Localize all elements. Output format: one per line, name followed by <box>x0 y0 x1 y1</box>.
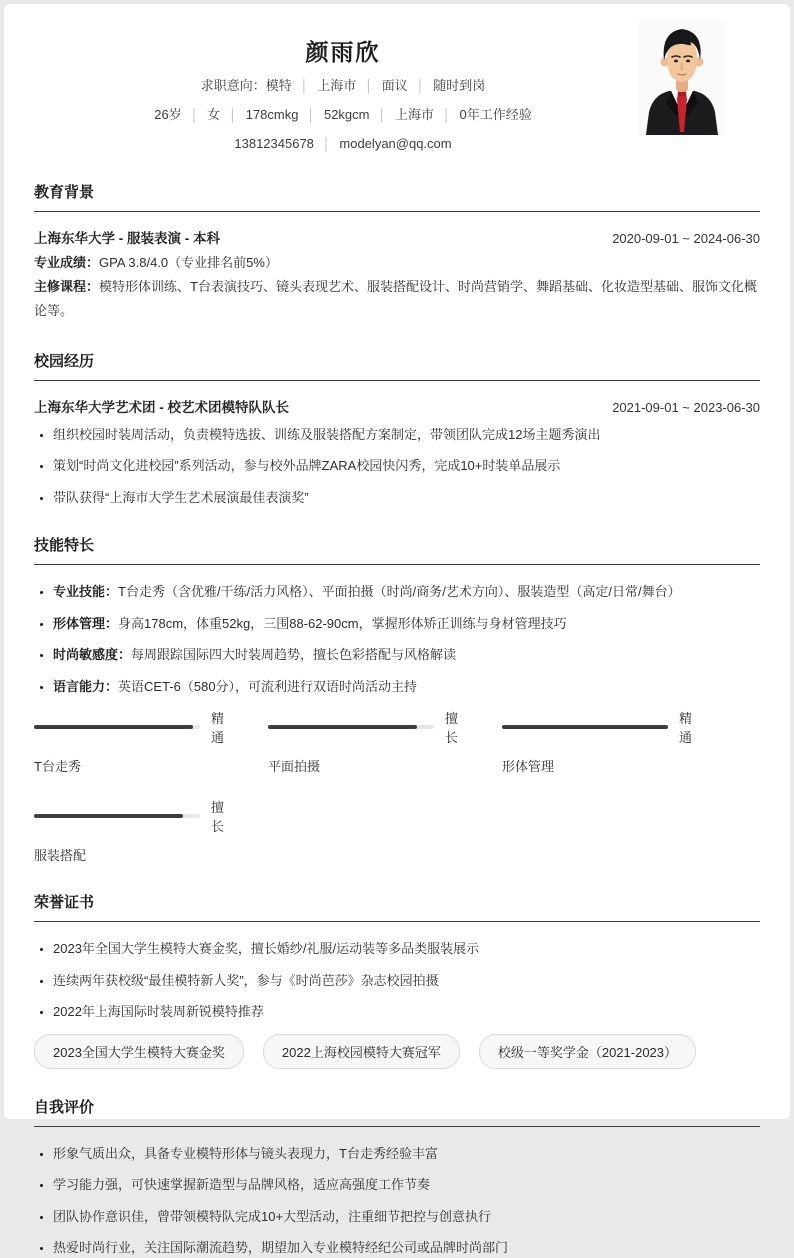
intention-line <box>34 77 652 96</box>
campus-body <box>34 381 760 508</box>
education-detail-label: 主修课程： <box>34 278 100 294</box>
honor-badges-row <box>34 1034 760 1069</box>
evaluation-bullet: • 团队协作意识佳，曾带领模特队完成10+大型活动，注重细节把控与创意执行 <box>53 1207 760 1227</box>
section-title-skills: 技能特长 <box>34 534 760 565</box>
skills-bullet-list <box>34 582 760 696</box>
separator: │ <box>365 79 373 93</box>
section-title-honors: 荣誉证书 <box>34 891 760 922</box>
basic-info-item: 0年工作经验 <box>459 106 532 122</box>
education-entry-title: 上海东华大学 - 服装表演 - 本科 <box>34 230 220 246</box>
header-text-block <box>34 20 652 154</box>
skill-bar-track <box>268 725 434 729</box>
separator: │ <box>307 107 315 122</box>
education-detail-row <box>34 251 760 275</box>
basic-info-item: 26岁 <box>154 106 182 122</box>
basic-info-line <box>34 106 652 125</box>
contact-item: 13812345678 <box>234 135 314 151</box>
section-title-education: 教育背景 <box>34 181 760 212</box>
honor-badge: 校级一等奖学金（2021-2023） <box>479 1034 696 1069</box>
intention-item: 面议 <box>381 78 408 93</box>
campus-bullet: • 策划“时尚文化进校园”系列活动，参与校外品牌ZARA校园快闪秀，完成10+时装单品展示 <box>53 456 760 476</box>
evaluation-bullet: • 学习能力强，可快速掌握新造型与品牌风格，适应高强度工作节奏 <box>53 1175 760 1195</box>
resume-page <box>4 4 790 1256</box>
skills-bullet-label: 专业技能： <box>53 584 119 600</box>
profile-photo <box>638 20 726 135</box>
separator: │ <box>378 107 386 122</box>
skills-bullet <box>53 645 760 665</box>
skill-bar-row <box>34 708 224 746</box>
honors-bullet: • 连续两年获校级“最佳模特新人奖”，参与《时尚芭莎》杂志校园拍摄 <box>53 971 760 991</box>
skill-bar-cell <box>34 797 224 864</box>
separator: │ <box>416 79 425 93</box>
skill-name-label: 平面拍摄 <box>268 759 321 775</box>
section-honors <box>34 891 760 1069</box>
separator: │ <box>322 136 331 151</box>
intention-label: 求职意向：模特 <box>200 78 292 93</box>
skills-bullet-text: T台走秀（含优雅/干练/活力风格）、平面拍摄（时尚/商务/艺术方向）、服装造型（高定/日常/舞台） <box>118 584 681 600</box>
honor-badge: 2023全国大学生模特大赛金奖 <box>34 1034 244 1069</box>
education-detail-text: GPA 3.8/4.0（专业排名前5%） <box>99 254 278 270</box>
skill-bar-track <box>34 725 200 729</box>
basic-info-item: 女 <box>207 106 221 122</box>
skill-bar-row <box>268 708 458 746</box>
campus-bullet-list <box>34 425 760 508</box>
education-entry-date: 2020-09-01 ~ 2024-06-30 <box>612 230 760 246</box>
contact-line <box>34 135 652 154</box>
skill-level-label: 擅长 <box>445 711 459 746</box>
skill-name-label: 服装搭配 <box>34 848 87 864</box>
skills-bullet-text: 身高178cm，体重52kg，三围88-62-90cm，掌握形体矫正训练与身材管理技巧 <box>118 615 567 631</box>
section-evaluation <box>34 1096 760 1258</box>
education-detail-label: 专业成绩： <box>34 254 100 270</box>
separator: │ <box>190 107 199 122</box>
skill-bar-fill <box>34 725 193 729</box>
evaluation-body <box>34 1127 760 1258</box>
section-skills <box>34 534 760 864</box>
skill-name-label: 形体管理 <box>502 759 555 775</box>
education-detail-text: 模特形体训练、T台表演技巧、镜头表现艺术、服装搭配设计、时尚营销学、舞蹈基础、化妆造型基础、服饰文化概论等。 <box>34 278 757 318</box>
skill-bars-grid <box>34 708 693 864</box>
campus-entry-head <box>34 396 760 416</box>
candidate-name: 颜雨欣 <box>305 39 381 65</box>
section-title-campus: 校园经历 <box>34 350 760 381</box>
campus-bullet: • 带队获得“上海市大学生艺术展演最佳表演奖” <box>53 488 760 508</box>
campus-entry-date: 2021-09-01 ~ 2023-06-30 <box>612 399 760 415</box>
campus-bullet: • 组织校园时装周活动，负责模特选拔、训练及服装搭配方案制定，带领团队完成12场主题秀演出 <box>53 425 760 445</box>
skill-bar-track <box>34 814 200 818</box>
section-title-evaluation: 自我评价 <box>34 1096 760 1127</box>
separator: │ <box>300 79 309 93</box>
intention-item: 上海市 <box>317 78 357 93</box>
skills-bullet-label: 语言能力： <box>53 678 119 694</box>
skill-bar-cell <box>34 708 224 775</box>
skills-bullet-text: 英语CET-6（580分），可流利进行双语时尚活动主持 <box>118 678 418 694</box>
skills-bullet <box>53 677 760 697</box>
intention-item: 随时到岗 <box>433 78 486 93</box>
honors-body <box>34 922 760 1069</box>
skills-bullet-label: 形体管理： <box>53 615 119 631</box>
separator: │ <box>229 107 237 122</box>
education-detail-row <box>34 275 760 323</box>
skill-level-label: 精通 <box>679 711 693 746</box>
education-body <box>34 212 760 323</box>
honors-bullet: • 2023年全国大学生模特大赛金奖，擅长婚纱/礼服/运动装等多品类服装展示 <box>53 939 760 959</box>
section-campus <box>34 350 760 508</box>
skills-bullet-text: 每周跟踪国际四大时装周趋势，擅长色彩搭配与风格解读 <box>131 647 457 663</box>
skills-body <box>34 565 760 864</box>
skill-bar-cell <box>502 708 692 775</box>
skill-bar-track <box>502 725 668 729</box>
honors-bullet-list <box>34 939 760 1022</box>
skill-bar-fill <box>502 725 668 729</box>
skill-bar-fill <box>34 814 183 818</box>
contact-item: modelyan@qq.com <box>339 135 452 151</box>
education-entry-head <box>34 227 760 247</box>
basic-info-item: 上海市 <box>395 106 435 122</box>
skills-bullet <box>53 582 760 602</box>
basic-info-item: 178cmkg <box>245 106 299 122</box>
separator: │ <box>443 107 451 122</box>
basic-info-item: 52kgcm <box>323 106 370 122</box>
skills-bullet-label: 时尚敏感度： <box>53 647 132 663</box>
section-education <box>34 181 760 323</box>
honors-bullet: • 2022年上海国际时装周新锐模特推荐 <box>53 1002 760 1022</box>
campus-entry-title: 上海东华大学艺术团 - 校艺术团模特队队长 <box>34 399 289 415</box>
skills-bullet <box>53 614 760 634</box>
evaluation-bullet: • 热爱时尚行业，关注国际潮流趋势，期望加入专业模特经纪公司或品牌时尚部门 <box>53 1238 760 1258</box>
evaluation-bullet-list <box>34 1144 760 1258</box>
profile-photo-illustration <box>638 20 726 135</box>
honor-badge: 2022上海校园模特大赛冠军 <box>263 1034 460 1069</box>
skill-level-label: 擅长 <box>211 800 225 835</box>
skill-bar-row <box>502 708 692 746</box>
skill-level-label: 精通 <box>211 711 225 746</box>
skill-name-label: T台走秀 <box>34 759 81 775</box>
resume-header <box>34 20 760 154</box>
skill-bar-fill <box>268 725 417 729</box>
skill-bar-cell <box>268 708 458 775</box>
skill-bar-row <box>34 797 224 835</box>
evaluation-bullet: • 形象气质出众，具备专业模特形体与镜头表现力，T台走秀经验丰富 <box>53 1144 760 1164</box>
